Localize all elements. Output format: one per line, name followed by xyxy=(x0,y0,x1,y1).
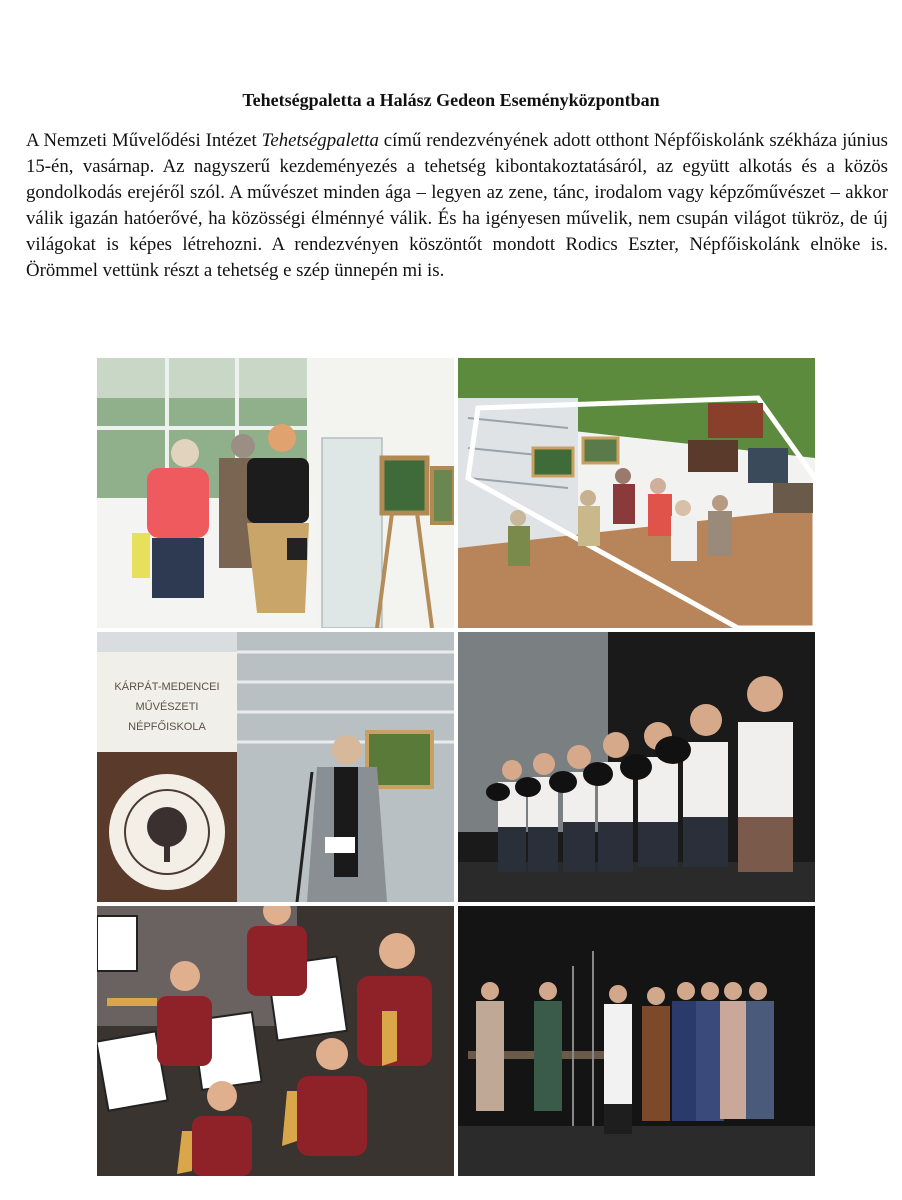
photo-gallery-overview xyxy=(458,358,815,628)
banner-line-2: MŰVÉSZETI xyxy=(135,701,199,713)
photo-speaker-banner xyxy=(97,632,454,902)
photo-choir-stage xyxy=(458,906,815,1176)
photo-bell-performers xyxy=(458,632,815,902)
body-text-start: A Nemzeti Művelődési Intézet xyxy=(26,130,262,151)
photo-grid xyxy=(97,358,815,1176)
banner-line-3: NÉPFŐISKOLA xyxy=(128,721,206,733)
article-body xyxy=(26,128,888,284)
body-text-rest: című rendezvényének adott otthont Népfőiskolánk székháza június 15-én, vasárnap. Az nagyszerű kezdeményezés a tehetség kibontakoztatásáról, az együtt alkotás és a közös gondolkodás erejéről szól. A művészet minden ága – legyen az zene, tánc, irodalom vagy képzőművészet – akkor válik igazán hatóerővé, ha közösségi élménnyé válik. És ha igényesen művelik, nem csupán világot tükröz, de új világokat is képes létrehozni. A rendezvényen köszöntőt mondott Rodics Eszter, Népfőiskolánk elnöke is. Örömmel vettünk részt a tehetség e szép ünnepén mi is. xyxy=(26,130,888,281)
banner-line-1: KÁRPÁT-MEDENCEI xyxy=(114,681,220,693)
article-title: Tehetségpaletta a Halász Gedeon Eseményközpontban xyxy=(242,90,660,110)
photo-wind-band xyxy=(97,906,454,1176)
photo-exhibition-visitors xyxy=(97,358,454,628)
event-name-emphasis: Tehetségpaletta xyxy=(261,130,379,151)
